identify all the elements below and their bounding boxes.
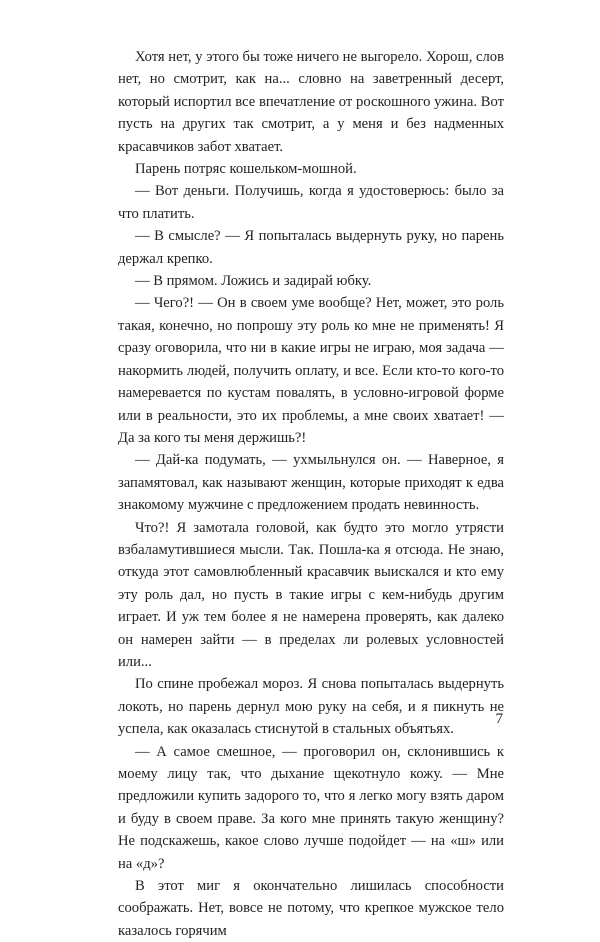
paragraph-1: Хотя нет, у этого бы тоже ничего не выгорело. Хорош, слов нет, но смотрит, как на... словно на заветренный десерт, который испортил все впечатление от роскошного ужина. Вот пусть на других так смотрит, а у меня и без надменных красавчиков забот хватает. — [118, 49, 504, 155]
page-number: 7 — [495, 711, 503, 727]
paragraph-11: В этот миг я окончательно лишилась способности соображать. Нет, вовсе не потому, что крепкое мужское тело казалось горячим — [118, 878, 504, 939]
page-text — [118, 46, 504, 942]
paragraph-6: — Чего?! — Он в своем уме вообще? Нет, может, это роль такая, конечно, но попрошу эту роль ко мне не применять! Я сразу оговорила, что ни в какие игры не играю, моя задача — накормить людей, получить оплату, и все. Если кто-то кого-то намеревается по кустам повалять, в условно-игровой форме или в реальности, это их проблемы, а мне своих хватает! — Да за кого ты меня держишь?! — [118, 295, 504, 446]
paragraph-4: — В смысле? — Я попыталась выдернуть руку, но парень держал крепко. — [118, 228, 504, 267]
paragraph-3: — Вот деньги. Получишь, когда я удостоверюсь: было за что платить. — [118, 183, 504, 222]
paragraph-10: — А самое смешное, — проговорил он, склонившись к моему лицу так, что дыхание щекотнуло кожу. — Мне предложили купить задорого то, что я легко могу взять даром и буду в своем праве. За кого мне принять такую женщину? Не подскажешь, какое слово лучше подойдет — на «ш» или на «д»? — [118, 743, 504, 872]
paragraph-8: Что?! Я замотала головой, как будто это могло утрясти взбаламутившиеся мысли. Так. Пошла-ка я отсюда. Не знаю, откуда этот самовлюбленный красавчик выискался и кто ему эту роль дал, но пусть в такие игры с кем-нибудь другим играет. И уж тем более я не намерена проверять, как далеко он намерен зайти — в пределах ли ролевых условностей или... — [118, 519, 504, 670]
paragraph-5: — В прямом. Ложись и задирай юбку. — [135, 273, 372, 290]
paragraph-7: — Дай-ка подумать, — ухмыльнулся он. — Наверное, я запамятовал, как называют женщин, которые приходят к едва знакомому мужчине с предложением продать невинность. — [118, 452, 504, 514]
paragraph-2: Парень потряс кошельком-мошной. — [135, 161, 357, 178]
paragraph-9: По спине пробежал мороз. Я снова попыталась выдернуть локоть, но парень дернул мою руку на себя, и я пикнуть не успела, как оказалась стиснутой в стальных объятьях. — [118, 676, 504, 738]
